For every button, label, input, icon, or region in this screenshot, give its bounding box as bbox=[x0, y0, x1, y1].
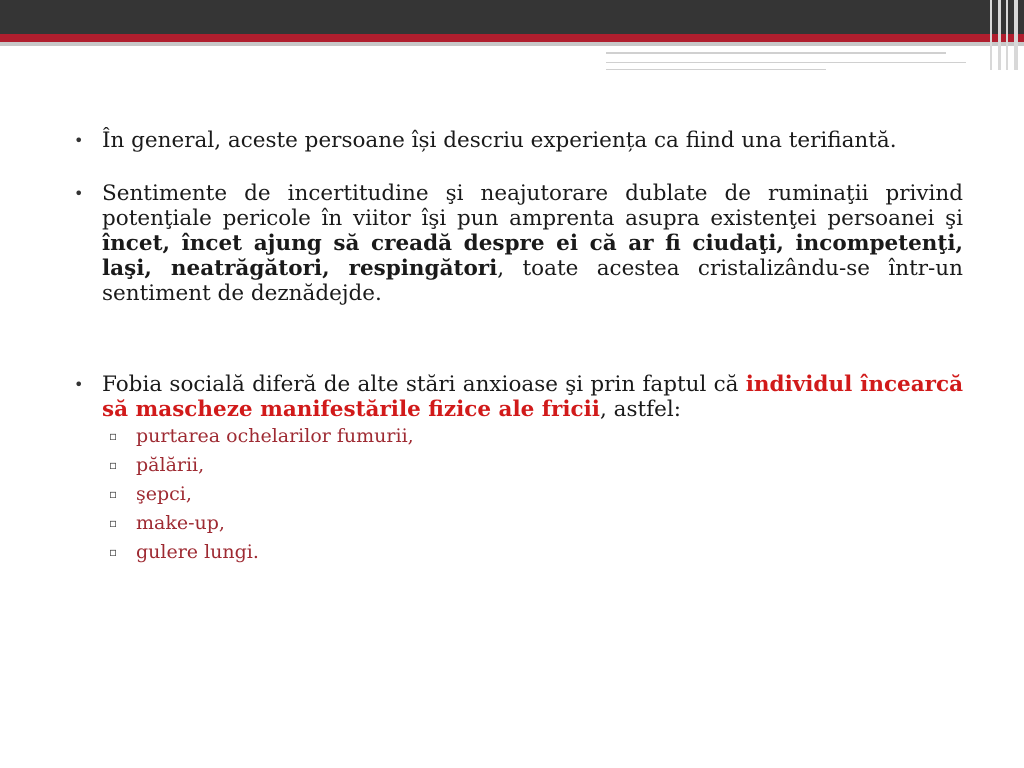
sub-bullet-item bbox=[72, 422, 963, 451]
bullet-text: Fobia socială diferă de alte stări anxioase şi prin faptul că bbox=[102, 372, 746, 397]
decorative-vertical-line bbox=[1014, 0, 1018, 70]
decorative-vertical-line bbox=[998, 0, 1001, 70]
sub-bullet-list bbox=[72, 422, 963, 567]
bullet-item bbox=[72, 372, 963, 422]
sub-bullet-text: make-up, bbox=[136, 512, 225, 534]
bullet-dot-icon: • bbox=[74, 184, 84, 203]
decorative-line bbox=[606, 69, 826, 70]
sub-bullet-item bbox=[72, 538, 963, 567]
decorative-line bbox=[606, 52, 946, 54]
bullet-bold-text: încet, încet ajung să creadă despre ei că ar fi ciudaţi, incompetenţi, laşi, neatrăgători, respingători bbox=[102, 231, 963, 281]
sub-bullet-text: şepci, bbox=[136, 483, 192, 505]
bullet-item bbox=[72, 128, 963, 153]
slide-content bbox=[72, 128, 963, 567]
square-bullet-icon: ▫ bbox=[109, 545, 118, 559]
bullet-text: , toate acestea cristalizându-se într-un sentiment de deznădejde. bbox=[102, 256, 963, 306]
sub-bullet-text: purtarea ochelarilor fumurii, bbox=[136, 425, 414, 447]
bullet-item bbox=[72, 181, 963, 306]
decorative-line bbox=[606, 62, 966, 63]
square-bullet-icon: ▫ bbox=[109, 458, 118, 472]
bullet-text: , astfel: bbox=[599, 397, 681, 422]
bullet-highlight-text: individul încearcă să mascheze manifestările fizice ale fricii bbox=[102, 372, 964, 422]
red-accent-band bbox=[0, 34, 1024, 42]
square-bullet-icon: ▫ bbox=[109, 516, 118, 530]
decorative-vertical-line bbox=[990, 0, 992, 70]
sub-bullet-item bbox=[72, 451, 963, 480]
sub-bullet-text: pălării, bbox=[136, 454, 205, 476]
bullet-text: Sentimente de incertitudine şi neajutorare dublate de ruminaţii privind potenţiale pericole în viitor îşi pun amprenta asupra existenţei persoanei şi bbox=[102, 181, 963, 231]
square-bullet-icon: ▫ bbox=[109, 429, 118, 443]
square-bullet-icon: ▫ bbox=[109, 487, 118, 501]
decorative-vertical-line bbox=[1006, 0, 1008, 70]
grey-accent-band bbox=[0, 42, 1024, 46]
top-banner bbox=[0, 0, 1024, 34]
bullet-text: În general, aceste persoane își descriu experiența ca fiind una terifiantă. bbox=[102, 128, 897, 153]
bullet-dot-icon: • bbox=[74, 375, 84, 394]
bullet-dot-icon: • bbox=[74, 131, 84, 150]
sub-bullet-text: gulere lungi. bbox=[136, 541, 259, 563]
sub-bullet-item bbox=[72, 480, 963, 509]
sub-bullet-item bbox=[72, 509, 963, 538]
